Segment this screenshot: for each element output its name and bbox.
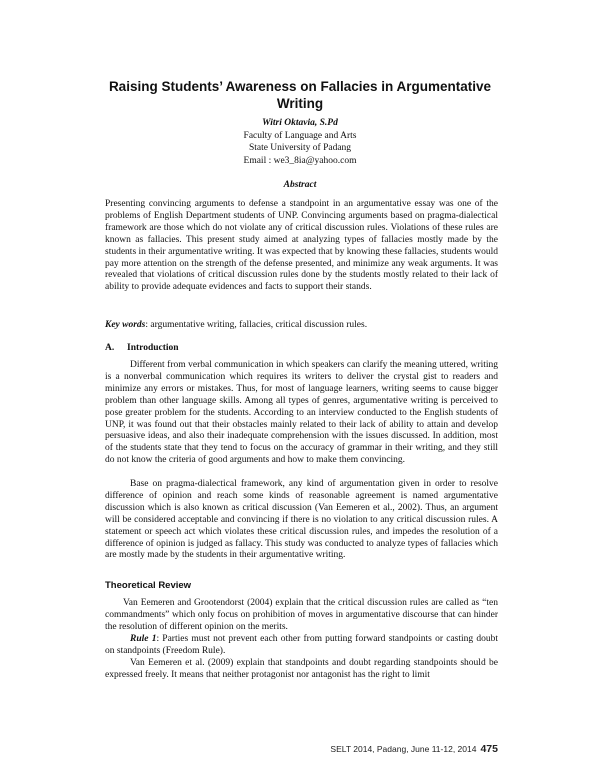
author-faculty: Faculty of Language and Arts bbox=[243, 130, 357, 141]
title-line-1: Raising Students’ Awareness on Fallacies in Argumentative bbox=[108, 79, 492, 94]
author-university: State University of Padang bbox=[248, 143, 352, 153]
author-email: Email : we3_8ia@yahoo.com bbox=[243, 155, 357, 166]
keywords-label: Key words bbox=[105, 320, 146, 330]
title-line-2: Writing bbox=[276, 96, 324, 111]
rule-1-label: Rule 1 bbox=[130, 634, 157, 644]
abstract-heading: Abstract bbox=[283, 180, 317, 190]
keywords-text: : argumentative writing, fallacies, critical discussion rules. bbox=[145, 320, 368, 330]
page-footer bbox=[330, 743, 498, 755]
keywords bbox=[105, 320, 498, 332]
rule-1 bbox=[105, 634, 498, 658]
footer-conference: SELT 2014, Padang, June 11-12, 2014 bbox=[330, 744, 477, 754]
introduction-title: Introduction bbox=[127, 343, 179, 353]
author-name: Witri Oktavia, S.Pd bbox=[262, 118, 338, 128]
introduction-paragraph-1: Different from verbal communication in which speakers can clarify the meaning uttered, writing is a nonverbal communication which requires its writers to deliver the crystal gist to readers and minimize any errors or mistakes. Thus, for most of language learners, writing seems to cause bigger problem than other language skills. Among all types of genres, argumentative writing is perceived to pose greater problem for the students. According to an interview conducted to the English students of UNP, it was found out that their obstacles mainly related to their lack of ability to attain and develop persuasive ideas, and also their inadequate comprehension with the issues discussed. In addition, most of the students state that they tend to focus on the accuracy of grammar in their writing, and they still do not know the criteria of good arguments and how to make them convincing. bbox=[105, 360, 498, 466]
theory-paragraph-1: Van Eemeren and Grootendorst (2004) explain that the critical discussion rules are called as “ten commandments” which only focus on prohibition of moves in argumentative discourse that can hinder the resolution of different opinion on the merits. bbox=[105, 598, 498, 632]
rule-1-text: : Parties must not prevent each other from putting forward standpoints or casting doubt on standpoints (Freedom Rule). bbox=[105, 634, 498, 656]
introduction-number: A. bbox=[105, 343, 115, 353]
theory-paragraph-2: Van Eemeren et al. (2009) explain that standpoints and doubt regarding standpoints should be expressed freely. It means that neither protagonist nor antagonist has the right to limit bbox=[105, 658, 498, 680]
author-block bbox=[150, 117, 450, 167]
abstract-text: Presenting convincing arguments to defense a standpoint in an argumentative essay was one of the problems of English Department students of UNP. Convincing arguments based on pragma-dialectical framework are those which do not violate any of critical discussion rules. Violations of these rules are known as fallacies. This present study aimed at analyzing types of fallacies mostly made by the students in their argumentative writing. It was expected that by knowing these fallacies, students would pay more attention on the strength of the defense presented, and minimize any weak arguments. It was revealed that violations of critical discussion rules done by the students mostly related to their lack of ability to provide adequate evidences and facts to support their stands. bbox=[105, 199, 498, 293]
paper-title bbox=[100, 78, 500, 112]
introduction-heading bbox=[105, 343, 179, 353]
page-number: 475 bbox=[480, 743, 498, 755]
theoretical-review-heading: Theoretical Review bbox=[105, 580, 192, 591]
introduction-paragraph-2: Base on pragma-dialectical framework, any kind of argumentation given in order to resolve difference of opinion and reach some kinds of reasonable agreement is named argumentative discussion which is also known as critical discussion (Van Eemeren et al., 2002). Thus, an argument will be considered acceptable and convincing if there is no violation to any critical discussion rules. A statement or speech act which violates these critical discussion rules, and impedes the resolution of a difference of opinion is judged as fallacy. This study was conducted to analyze types of fallacies which are mostly made by the students in their argumentative writing. bbox=[105, 479, 498, 561]
